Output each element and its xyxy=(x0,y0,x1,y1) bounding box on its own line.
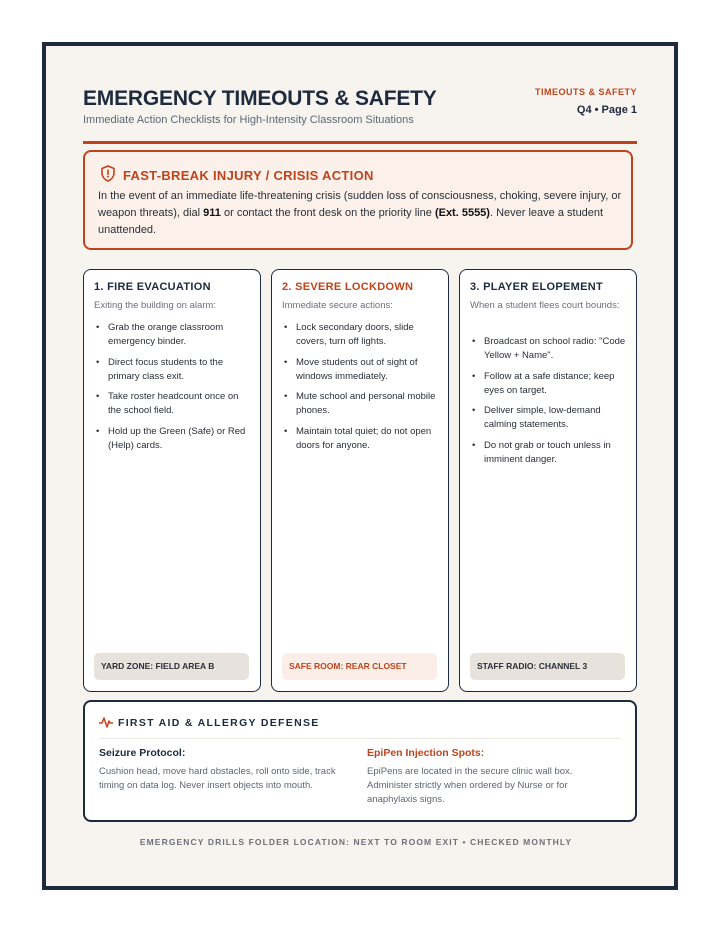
list-item: • Take roster headcount once on the school field. xyxy=(94,390,254,418)
section-tag: TIMEOUTS & SAFETY xyxy=(534,87,637,97)
footer-note: EMERGENCY DRILLS FOLDER LOCATION: NEXT TO ROOM EXIT • CHECKED MONTHLY xyxy=(139,837,573,847)
epipen-heading: EpiPen Injection Spots: xyxy=(367,747,485,759)
seizure-protocol-section xyxy=(99,747,337,793)
document-sheet xyxy=(42,42,678,890)
divider xyxy=(99,738,621,739)
zone-badge: SAFE ROOM: REAR CLOSET xyxy=(282,653,437,680)
card-title: 1. FIRE EVACUATION xyxy=(94,281,211,293)
card-subtitle: Exiting the building on alarm: xyxy=(94,300,216,311)
list-item: • Follow at a safe distance; keep eyes on target. xyxy=(470,370,630,398)
list-item: • Move students out of sight of windows immediately. xyxy=(282,356,442,384)
page-number: Q4 • Page 1 xyxy=(576,104,637,116)
page-title: EMERGENCY TIMEOUTS & SAFETY xyxy=(83,87,437,110)
list-item: • Mute school and personal mobile phones. xyxy=(282,390,442,418)
checklist xyxy=(470,335,630,473)
seizure-heading: Seizure Protocol: xyxy=(99,747,186,759)
list-item: • Hold up the Green (Safe) or Red (Help) cards. xyxy=(94,425,254,453)
heartbeat-icon xyxy=(99,716,113,728)
crisis-alert-box xyxy=(83,150,633,250)
emergency-number: 911 xyxy=(203,207,221,219)
list-item: • Lock secondary doors, slide covers, turn off lights. xyxy=(282,321,442,349)
header-divider xyxy=(83,141,637,144)
epipen-section xyxy=(367,747,605,807)
list-item: • Do not grab or touch unless in imminent danger. xyxy=(470,439,630,467)
player-elopement-card xyxy=(459,269,637,692)
list-item: • Maintain total quiet; do not open doors for anyone. xyxy=(282,425,442,453)
list-item: • Deliver simple, low-demand calming statements. xyxy=(470,404,630,432)
list-item: • Direct focus students to the primary class exit. xyxy=(94,356,254,384)
zone-badge: STAFF RADIO: CHANNEL 3 xyxy=(470,653,625,680)
shield-alert-icon xyxy=(100,165,116,182)
checklist xyxy=(94,321,254,459)
card-subtitle: When a student flees court bounds: xyxy=(470,300,620,311)
epipen-text: EpiPens are located in the secure clinic wall box. Administer strictly when ordered by Nurse or for anaphylaxis signs. xyxy=(367,766,573,805)
first-aid-panel xyxy=(83,700,637,822)
fire-evacuation-card xyxy=(83,269,261,692)
first-aid-title: FIRST AID & ALLERGY DEFENSE xyxy=(118,717,320,729)
zone-badge: YARD ZONE: FIELD AREA B xyxy=(94,653,249,680)
list-item: • Broadcast on school radio: "Code Yellow + Name". xyxy=(470,335,630,363)
card-title: 2. SEVERE LOCKDOWN xyxy=(282,281,414,293)
alert-body: In the event of an immediate life-threatening crisis (sudden loss of consciousness, choking, severe injury, or weapon threats), dial 911 or contact the front desk on the priority line (Ext. 5555). Never leave a student unattended. xyxy=(98,190,622,236)
alert-title: FAST-BREAK INJURY / CRISIS ACTION xyxy=(123,168,374,183)
card-title: 3. PLAYER ELOPEMENT xyxy=(470,281,604,293)
card-subtitle: Immediate secure actions: xyxy=(282,300,393,311)
page-subtitle: Immediate Action Checklists for High-Intensity Classroom Situations xyxy=(83,114,414,126)
severe-lockdown-card xyxy=(271,269,449,692)
priority-line: (Ext. 5555) xyxy=(434,207,490,219)
list-item: • Grab the orange classroom emergency binder. xyxy=(94,321,254,349)
checklist xyxy=(282,321,442,459)
seizure-text: Cushion head, move hard obstacles, roll onto side, track timing on data log. Never insert objects into mouth. xyxy=(99,766,336,791)
